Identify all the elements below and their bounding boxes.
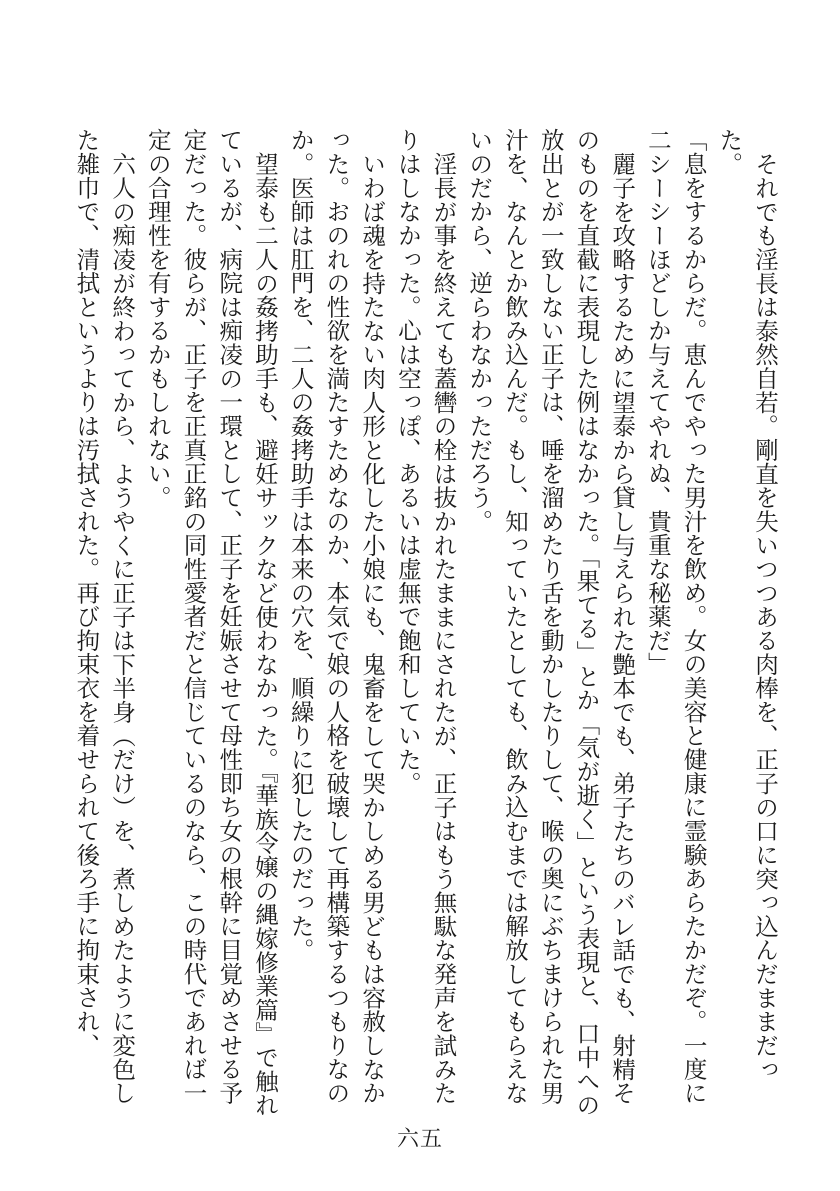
- paragraph-5: いわば魂を持たない肉人形と化した小娘にも、鬼畜をして哭かしめる男どもは容赦しなかった。おのれの性欲を満たすためなのか、本気で娘の人格を破壊して再構築するつもりなのか。医師は肛門を、二人の姦拷助手は本来の穴を、順繰りに犯したのだった。: [286, 128, 387, 1105]
- paragraph-6: 望泰も二人の姦拷助手も、避妊サックなど使わなかった。『華族令嬢の縄嫁修業篇』で触れているが、病院は痴凌の一環として、正子を妊娠させて母性即ち女の根幹に目覚めさせる予定だった。彼らが、正子を正真正銘の同性愛者だと信じているのなら、この時代であれば一定の合理性を有するかもしれない。: [143, 128, 279, 1117]
- paragraph-1: それでも淫長は泰然自若。剛直を失いつつある肉棒を、正子の口に突っ込んだままだった。: [715, 128, 779, 1081]
- paragraph-7: 六人の痴凌が終わってから、ようやくに正子は下半身（だけ）を、煮しめたように変色した雑巾で、清拭というよりは汚拭された。再び拘束衣を着せられて後ろ手に拘束され、: [72, 128, 137, 1105]
- paragraph-2-dialogue: 「息をするからだ。恵んでやった男汁を飲め。女の美容と健康に霊験あらたかだぞ。一度に二シーシーほどしか与えてやれぬ、貴重な秘薬だ」: [643, 128, 708, 1105]
- page-number: 六五: [396, 1127, 443, 1152]
- body-text: [52, 128, 782, 1128]
- paragraph-4: 淫長が事を終えても蓋轡の栓は抜かれたままにされたが、正子はもう無駄な発声を試みたりはしなかった。心は空っぽ、あるいは虚無で飽和していた。: [393, 128, 458, 1105]
- paragraph-3: 麗子を攻略するために望泰から貸し与えられた艶本でも、弟子たちのバレ話でも、射精そのものを直截に表現した例はなかった。「果てる」とか「気が逝く」という表現と、口中への放出とが一致しない正子は、唾を溜めたり舌を動かしたりして、喉の奥にぶちまけられた男汁を、なんとか飲み込んだ。もし、知っていたとしても、飲み込むまでは解放してもらえないのだから、逆らわなかっただろう。: [465, 128, 637, 1117]
